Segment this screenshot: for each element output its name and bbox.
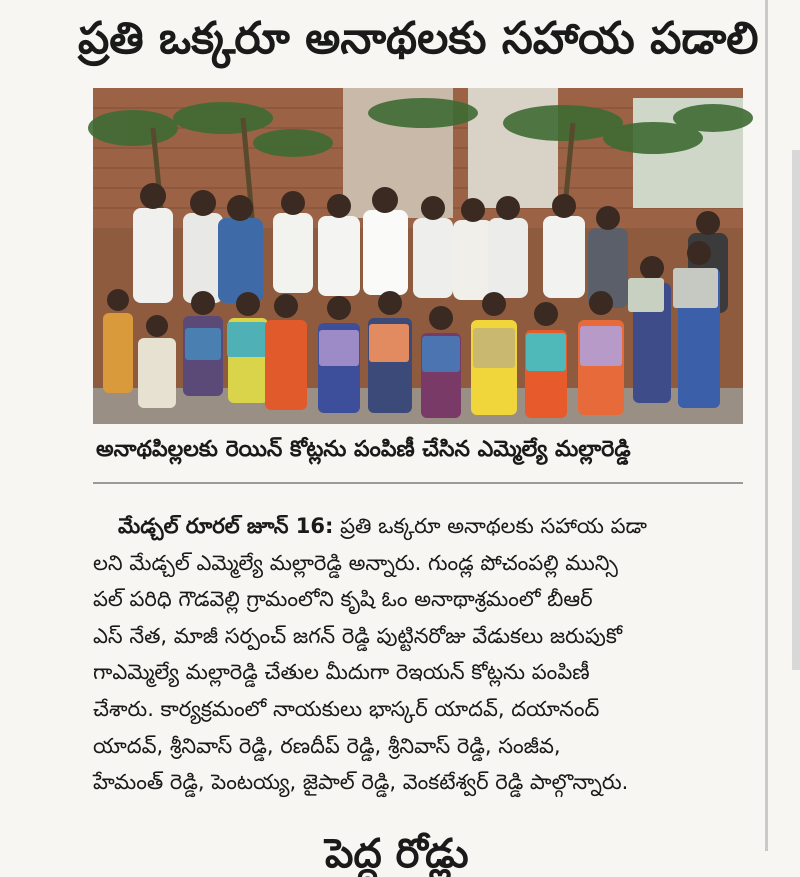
article-dateline: మేడ్చల్ రూరల్ జూన్ 16: bbox=[118, 514, 334, 538]
column-divider bbox=[765, 0, 768, 851]
article-headline: ప్రతి ఒక్కరూ అనాథలకు సహాయ పడాలి bbox=[78, 13, 759, 64]
article-line: హేమంత్ రెడ్డి, పెంటయ్య, జైపాల్ రెడ్డి, వెంకటేశ్వర్ రెడ్డి పాల్గొన్నారు. bbox=[93, 770, 629, 795]
section-divider bbox=[93, 482, 743, 484]
photo-caption: అనాథపిల్లలకు రెయిన్ కోట్లను పంపిణీ చేసిన ఎమ్మెల్యే మల్లారెడ్డి bbox=[96, 437, 631, 462]
article-line: గాఎమ్మెల్యే మల్లారెడ్డి చేతుల మీదుగా రెఇయన్ కోట్లను పంపిణీ bbox=[93, 660, 590, 685]
next-article-headline-text: పెద్ద రోడ్లు bbox=[325, 831, 469, 877]
article-lead-text: ప్రతి ఒక్కరూ అనాథలకు సహాయ పడా bbox=[333, 514, 647, 538]
article-line: చేశారు. కార్యక్రమంలో నాయకులు భాస్కర్ యాదవ్, దయానంద్ bbox=[93, 696, 600, 721]
next-article-headline bbox=[325, 831, 525, 877]
children-group-photo bbox=[93, 88, 743, 424]
article-body bbox=[93, 508, 749, 801]
adjacent-column-edge bbox=[792, 150, 800, 670]
article-line: ఎస్ నేత, మాజీ సర్పంచ్ జగన్ రెడ్డి పుట్టినరోజు వేడుకలు జరుపుకో bbox=[93, 623, 623, 648]
article-first-line bbox=[93, 508, 749, 545]
article-line: పల్ పరిధి గౌడవెల్లి గ్రామంలోని కృషి ఓం అనాథాశ్రమంలో బీఆర్ bbox=[93, 587, 593, 612]
article-line: యాదవ్, శ్రీనివాస్ రెడ్డి, రణదీప్ రెడ్డి, శ్రీనివాస్ రెడ్డి, సంజీవ, bbox=[93, 733, 561, 758]
article-line: లని మేడ్చల్ ఎమ్మెల్యే మల్లారెడ్డి అన్నారు. గుండ్ల పోచంపల్లి మున్సి bbox=[93, 550, 618, 575]
news-photo bbox=[93, 88, 743, 424]
